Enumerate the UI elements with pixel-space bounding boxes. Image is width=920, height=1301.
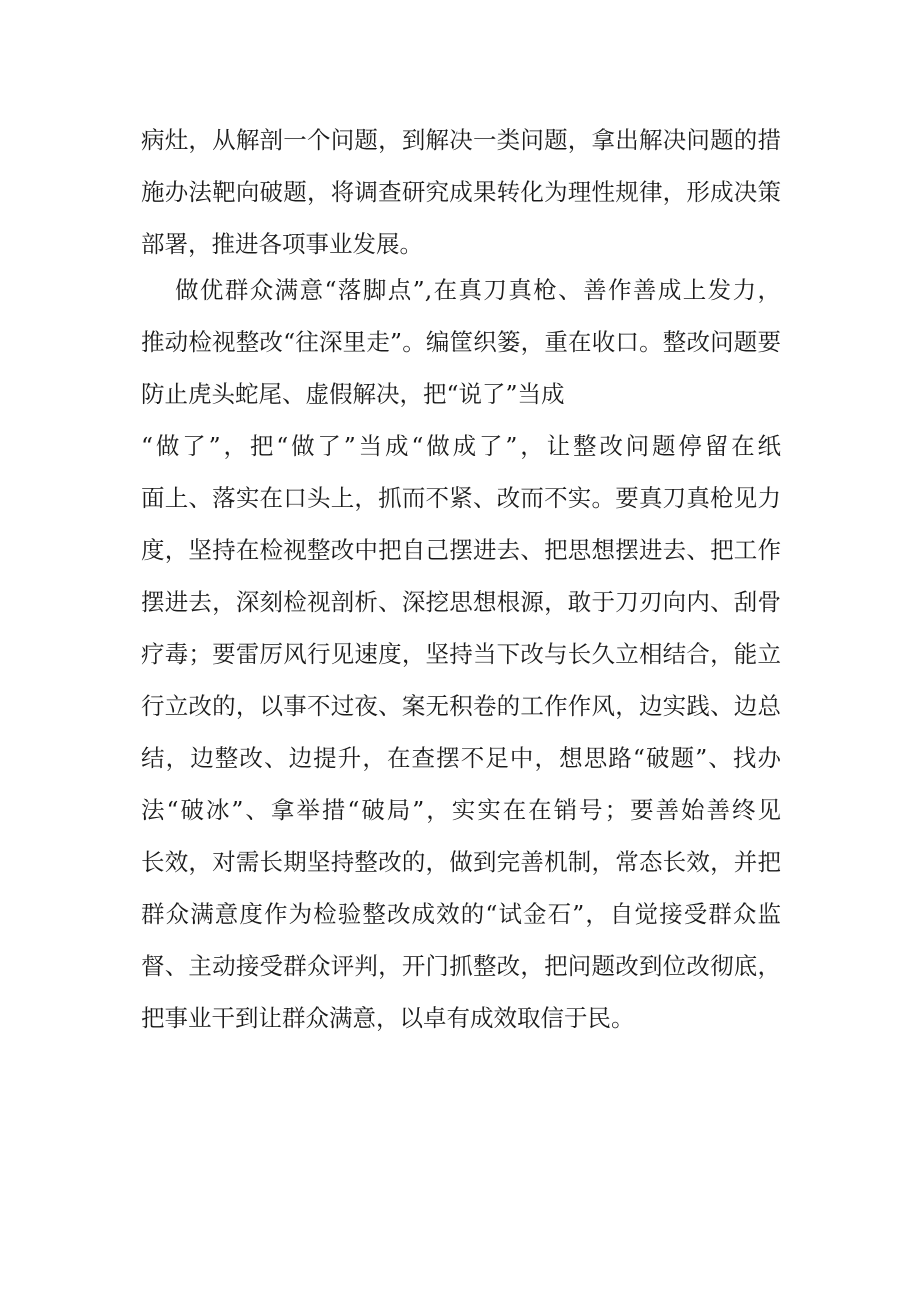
text-line: 防止虎头蛇尾、虚假解决，把“说了”当成 <box>141 380 565 408</box>
text-line: 把事业干到让群众满意，以卓有成效取信于民。 <box>141 1004 635 1032</box>
text-line: 督、主动接受群众评判，开门抓整改，把问题改到位改彻底， <box>141 952 781 980</box>
text-line: 部署，推进各项事业发展。 <box>141 230 423 258</box>
text-line: 行立改的，以事不过夜、案无积卷的工作作风，边实践、边总 <box>141 692 781 720</box>
paragraph-1 <box>141 114 781 270</box>
text-line: 摆进去，深刻检视剖析、深挖思想根源，敢于刀刃向内、刮骨 <box>141 588 781 616</box>
text-line: 法“破冰”、拿举措“破局”，实实在在销号；要善始善终见 <box>141 796 781 824</box>
text-line: 结，边整改、边提升，在查摆不足中，想思路“破题”、找办 <box>141 744 781 772</box>
text-line: 疗毒；要雷厉风行见速度，坚持当下改与长久立相结合，能立 <box>141 640 781 668</box>
text-line: 群众满意度作为检验整改成效的“试金石”，自觉接受群众监 <box>141 900 781 928</box>
text-line: 面上、落实在口头上，抓而不紧、改而不实。要真刀真枪见力 <box>141 484 781 512</box>
paragraph-2 <box>141 264 781 1044</box>
text-line: 施办法靶向破题，将调查研究成果转化为理性规律，形成决策 <box>141 178 781 206</box>
text-line: 推动检视整改“往深里走”。编筐织篓，重在收口。整改问题要 <box>141 328 781 356</box>
text-line: 长效，对需长期坚持整改的，做到完善机制，常态长效，并把 <box>141 848 781 876</box>
text-line: “做了”，把“做了”当成“做成了”，让整改问题停留在纸 <box>141 432 781 460</box>
text-line: 做优群众满意“落脚点”,在真刀真枪、善作善成上发力， <box>175 276 781 304</box>
text-line: 度，坚持在检视整改中把自己摆进去、把思想摆进去、把工作 <box>141 536 781 564</box>
text-line: 病灶，从解剖一个问题，到解决一类问题，拿出解决问题的措 <box>141 126 781 154</box>
